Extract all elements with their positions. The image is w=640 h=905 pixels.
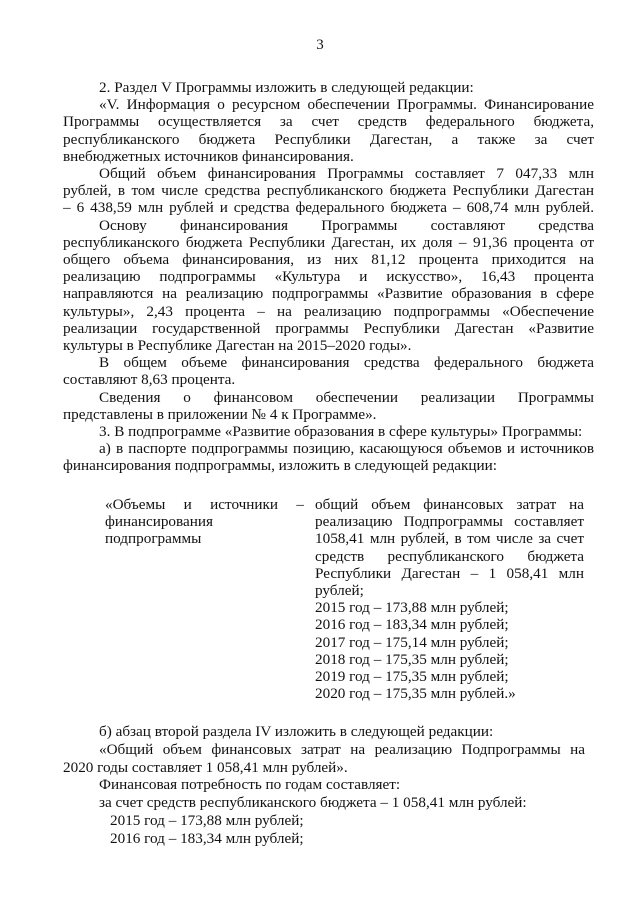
paragraph-line: В общем объеме финансирования средства федерального бюджета [99, 354, 594, 372]
table-label-line: «Объемы и источники – [105, 496, 304, 513]
table-value-line: средств республиканского бюджета [315, 547, 584, 565]
paragraph-line: Финансовая потребность по годам составляет: [99, 776, 401, 794]
paragraph-line: направляются на реализацию подпрограммы «Развитие образования в сфере [63, 285, 594, 303]
paragraph-line: рублей, в том числе средства республиканского бюджета Республики Дагестан [63, 182, 594, 200]
paragraph-line: за счет средств республиканского бюджета – 1 058,41 млн рублей: [99, 794, 527, 812]
table-value-line: реализацию Подпрограммы составляет [315, 513, 584, 531]
paragraph-line: представлены в приложении № 4 к Программе». [63, 405, 377, 423]
table-value-line: 2020 год – 175,35 млн рублей.» [315, 685, 516, 703]
table-value-line: общий объем финансовых затрат на [315, 496, 584, 513]
table-label-line: подпрограммы [105, 530, 202, 548]
table-value-line: 2018 год – 175,35 млн рублей; [315, 650, 509, 668]
paragraph-line: Сведения о финансовом обеспечении реализации Программы [99, 388, 594, 406]
paragraph-line: Основу финансирования Программы составляют средства [99, 216, 594, 234]
paragraph-line: Программы осуществляется за счет средств федерального бюджета, [63, 113, 594, 131]
paragraph-line: республиканского бюджета Республики Дагестан, а также за счет [63, 130, 594, 148]
paragraph-line: финансирования подпрограммы, изложить в следующей редакции: [63, 457, 498, 475]
paragraph-line: а) в паспорте подпрограммы позицию, касающуюся объемов и источников [99, 440, 594, 458]
paragraph-line: «V. Информация о ресурсном обеспечении Программы. Финансирование [99, 96, 594, 114]
paragraph-line: республиканского бюджета Республики Дагестан, их доля – 91,36 процента от [63, 233, 594, 251]
table-value-line: рублей; [315, 582, 364, 599]
paragraph-line: – 6 438,59 млн рублей и средства федерального бюджета – 608,74 млн рублей. [63, 199, 594, 217]
table-value-line: 2016 год – 183,34 млн рублей; [315, 616, 509, 634]
table-label-line: финансирования [105, 513, 213, 531]
page-number: 3 [316, 37, 324, 53]
table-value-line: Республики Дагестан – 1 058,41 млн [315, 564, 584, 582]
paragraph-line: 2020 годы составляет 1 058,41 млн рублей». [63, 758, 348, 776]
paragraph-line: внебюджетных источников финансирования. [63, 147, 354, 165]
paragraph-line: культуры в Республике Дагестан на 2015–2020 годы». [63, 337, 412, 354]
paragraph-line: культуры», 2,43 процента – на реализацию подпрограммы «Обеспечение [63, 302, 594, 320]
table-value-line: 1058,41 млн рублей, в том числе за счет [315, 530, 584, 548]
paragraph-line: «Общий объем финансовых затрат на реализацию Подпрограммы на [99, 740, 585, 758]
table-value-line: 2017 год – 175,14 млн рублей; [315, 633, 509, 651]
paragraph-line: 2016 год – 183,34 млн рублей; [110, 829, 304, 847]
paragraph-line: Общий объем финансирования Программы составляет 7 047,33 млн [99, 165, 594, 182]
paragraph-line: составляют 8,63 процента. [63, 371, 236, 389]
table-value-line: 2015 год – 173,88 млн рублей; [315, 599, 509, 617]
paragraph-line: общего объема финансирования, из них 81,12 процента приходится на [63, 251, 594, 268]
paragraph-line: 3. В подпрограмме «Развитие образования в сфере культуры» Программы: [99, 423, 583, 440]
paragraph-line: реализации государственной программы Республики Дагестан «Развитие [63, 319, 594, 337]
paragraph-line: реализацию подпрограммы «Культура и искусство», 16,43 процента [63, 268, 594, 286]
table-value-line: 2019 год – 175,35 млн рублей; [315, 668, 509, 685]
paragraph-line: б) абзац второй раздела IV изложить в следующей редакции: [99, 723, 494, 740]
paragraph-line: 2. Раздел V Программы изложить в следующей редакции: [99, 79, 474, 96]
paragraph-line: 2015 год – 173,88 млн рублей; [110, 812, 304, 829]
